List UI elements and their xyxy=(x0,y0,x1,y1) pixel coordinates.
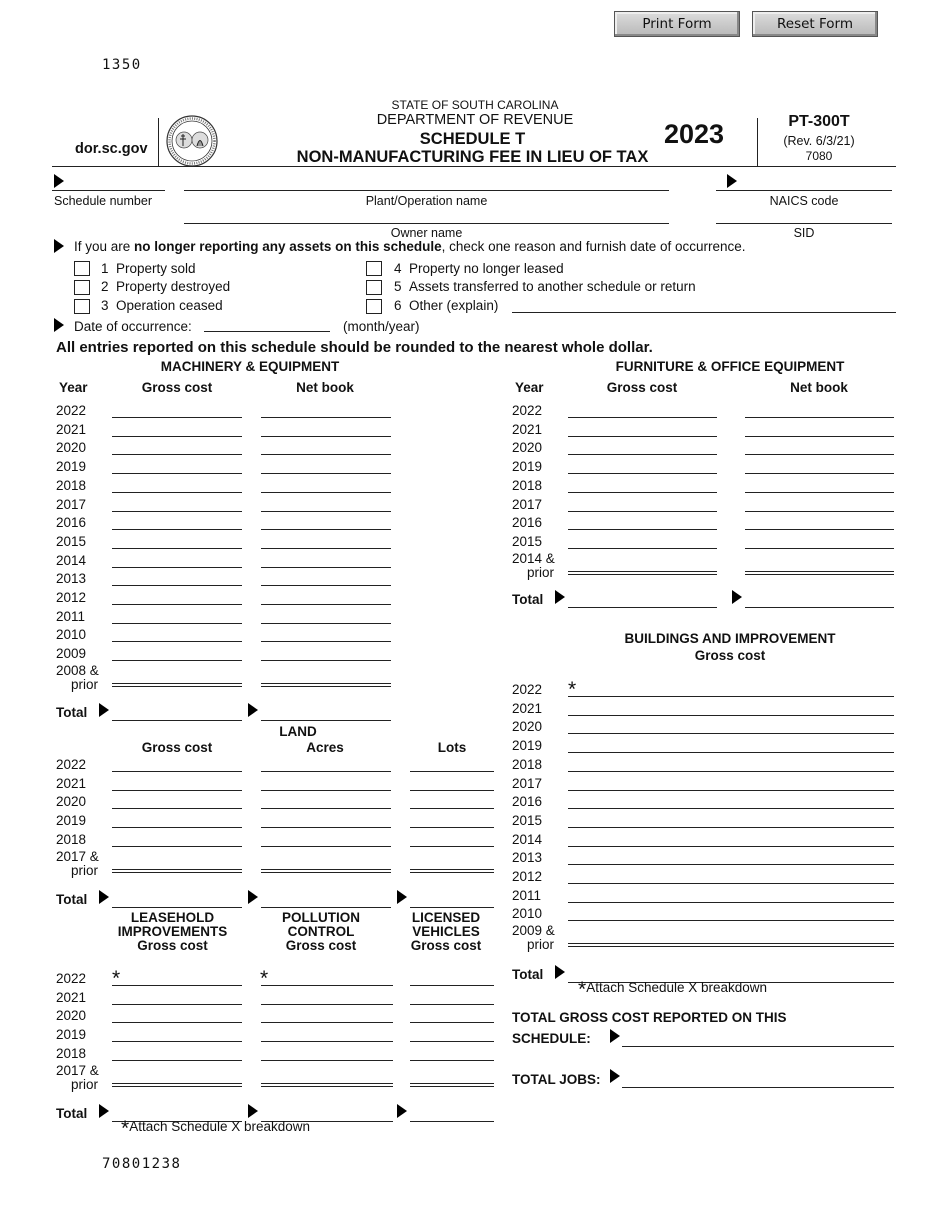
plant-name-label: Plant/Operation name xyxy=(365,194,488,208)
date-of-occurrence-input[interactable] xyxy=(206,315,328,331)
ocr-code-bottom: 70801238 xyxy=(102,1156,182,1172)
buildings-subtitle: Gross cost xyxy=(694,648,766,663)
machinery-year-label: 2021 xyxy=(56,421,87,437)
machinery-2022-col1-input[interactable] xyxy=(114,400,240,416)
buildings-attach-note: *Attach Schedule X breakdown xyxy=(578,978,768,1001)
machinery-2010-col2-input[interactable] xyxy=(263,624,389,640)
land-2021-col2-input[interactable] xyxy=(263,773,389,789)
print-form-button[interactable]: Print Form xyxy=(614,11,740,37)
land-year-label: 2020 xyxy=(56,794,87,810)
buildings-prior-col1-input[interactable] xyxy=(570,927,892,943)
plant-name-input[interactable] xyxy=(186,174,668,190)
land-year-label: 2019 xyxy=(56,813,87,829)
machinery-total-col2-input[interactable] xyxy=(263,703,389,719)
lower-2020-col1-input[interactable] xyxy=(114,1005,240,1021)
machinery-2011-col2-input[interactable] xyxy=(263,606,389,622)
machinery-title: MACHINERY & EQUIPMENT xyxy=(160,359,340,374)
lower-prior-col2-input[interactable] xyxy=(263,1067,391,1083)
furniture-2018-col1-input[interactable] xyxy=(570,475,715,491)
land-2020-col3-input[interactable] xyxy=(412,791,492,807)
machinery-gross-header: Gross cost xyxy=(141,380,213,395)
lower-prior-label: 2017 & xyxy=(56,1062,99,1078)
machinery-2021-col2-input[interactable] xyxy=(263,419,389,435)
machinery-2014-col2-input[interactable] xyxy=(263,550,389,566)
buildings-2011-col1-input[interactable] xyxy=(570,885,892,901)
lower-2022-col2-input[interactable] xyxy=(263,968,391,984)
land-total-col3-input[interactable] xyxy=(412,890,492,906)
buildings-total-label: Total xyxy=(512,967,544,983)
total-gross-cost-label-2: SCHEDULE: xyxy=(512,1031,591,1046)
buildings-year-label: 2020 xyxy=(512,719,543,735)
rounding-note: All entries reported on this schedule should be rounded to the nearest whole dollar. xyxy=(56,339,653,356)
furniture-year-label: 2020 xyxy=(512,440,543,456)
land-year-label: 2022 xyxy=(56,757,87,772)
buildings-2015-col1-input[interactable] xyxy=(570,810,892,826)
machinery-year-label: 2011 xyxy=(56,608,86,624)
machinery-year-label: 2009 xyxy=(56,646,87,662)
land-prior-col3-input[interactable] xyxy=(412,853,492,869)
buildings-2013-col1-input[interactable] xyxy=(570,847,892,863)
pollution-header: POLLUTION CONTROL Gross cost xyxy=(282,910,360,953)
land-prior-col1-input[interactable] xyxy=(114,853,240,869)
buildings-2010-col1-input[interactable] xyxy=(570,903,892,919)
department-name: DEPARTMENT OF REVENUE xyxy=(376,112,574,128)
land-2021-col1-input[interactable] xyxy=(114,773,240,789)
machinery-2015-col1-input[interactable] xyxy=(114,531,240,547)
machinery-year-label: 2014 xyxy=(56,552,87,568)
machinery-net-header: Net book xyxy=(296,380,354,395)
buildings-2018-col1-input[interactable] xyxy=(570,754,892,770)
machinery-year-label: 2016 xyxy=(56,515,87,531)
furniture-year-header: Year xyxy=(515,380,544,395)
reason-3-label: 3 Operation ceased xyxy=(101,298,223,313)
machinery-2019-col2-input[interactable] xyxy=(263,456,389,472)
machinery-2017-col1-input[interactable] xyxy=(114,494,240,510)
buildings-year-label: 2016 xyxy=(512,794,543,810)
tax-year: 2023 xyxy=(664,119,725,149)
lower-2019-col3-input[interactable] xyxy=(412,1024,492,1040)
buildings-year-label: 2018 xyxy=(512,756,543,772)
furniture-2015-col2-input[interactable] xyxy=(747,531,892,547)
machinery-year-label: 2012 xyxy=(56,590,87,605)
reason-6-checkbox[interactable] xyxy=(366,299,382,314)
lower-2022-col3-input[interactable] xyxy=(412,968,492,984)
machinery-2013-col1-input[interactable] xyxy=(114,568,240,584)
buildings-year-label: 2013 xyxy=(512,850,543,866)
lower-year-label: 2020 xyxy=(56,1008,87,1024)
form-number: PT-300T xyxy=(788,113,850,130)
lower-attach-note: *Attach Schedule X breakdown xyxy=(121,1117,311,1140)
buildings-2020-col1-input[interactable] xyxy=(570,716,892,732)
land-2018-col1-input[interactable] xyxy=(114,829,240,845)
reason-6-label: 6 Other (explain) xyxy=(394,298,499,313)
lower-year-label: 2021 xyxy=(56,989,87,1005)
furniture-2016-col2-input[interactable] xyxy=(747,512,892,528)
machinery-2018-col2-input[interactable] xyxy=(263,475,389,491)
land-2018-col2-input[interactable] xyxy=(263,829,389,845)
owner-name-label: Owner name xyxy=(390,226,463,240)
total-jobs-label: TOTAL JOBS: xyxy=(512,1072,601,1087)
machinery-2009-col1-input[interactable] xyxy=(114,643,240,659)
land-2022-col3-input[interactable] xyxy=(412,754,492,770)
lower-2019-col2-input[interactable] xyxy=(263,1024,391,1040)
buildings-year-label: 2011 xyxy=(512,887,542,903)
furniture-year-label: 2015 xyxy=(512,533,543,549)
website-label: dor.sc.gov xyxy=(75,141,148,157)
total-jobs-input[interactable] xyxy=(624,1070,892,1086)
furniture-2018-col2-input[interactable] xyxy=(747,475,892,491)
form-title: NON-MANUFACTURING FEE IN LIEU OF TAX xyxy=(296,148,649,166)
land-2018-col3-input[interactable] xyxy=(412,829,492,845)
land-prior-label-2: prior xyxy=(71,862,99,878)
sid-input[interactable] xyxy=(718,206,890,222)
machinery-year-label: 2010 xyxy=(56,627,87,643)
buildings-year-label: 2015 xyxy=(512,812,543,828)
land-total-col1-input[interactable] xyxy=(114,890,240,906)
machinery-year-label: 2017 xyxy=(56,496,87,512)
lower-year-label: 2018 xyxy=(56,1045,87,1061)
reason-5-checkbox[interactable] xyxy=(366,280,382,295)
land-prior-label: 2017 & xyxy=(56,848,99,864)
buildings-year-label: 2014 xyxy=(512,831,543,847)
machinery-2020-col2-input[interactable] xyxy=(263,437,389,453)
land-lots-header: Lots xyxy=(437,740,467,755)
machinery-year-label: 2022 xyxy=(56,403,87,418)
lower-2021-col2-input[interactable] xyxy=(263,987,391,1003)
furniture-2019-col2-input[interactable] xyxy=(747,456,892,472)
machinery-year-label: 2019 xyxy=(56,459,87,475)
buildings-year-label: 2019 xyxy=(512,738,543,754)
furniture-2017-col2-input[interactable] xyxy=(747,494,892,510)
lower-2022-col1-input[interactable] xyxy=(114,968,240,984)
land-2020-col2-input[interactable] xyxy=(263,791,389,807)
naics-code-input[interactable] xyxy=(742,174,892,190)
furniture-2020-col1-input[interactable] xyxy=(570,437,715,453)
buildings-year-label: 2012 xyxy=(512,869,543,884)
buildings-2012-col1-input[interactable] xyxy=(570,866,892,882)
reason-1-label: 1 Property sold xyxy=(101,261,196,276)
machinery-year-label: 2020 xyxy=(56,440,87,456)
lower-total-label: Total xyxy=(56,1105,88,1121)
machinery-2018-col1-input[interactable] xyxy=(114,475,240,491)
land-total-col2-input[interactable] xyxy=(263,890,389,906)
machinery-year-header: Year xyxy=(59,380,88,395)
machinery-2009-col2-input[interactable] xyxy=(263,643,389,659)
furniture-2022-col2-input[interactable] xyxy=(747,400,892,416)
lower-2018-col3-input[interactable] xyxy=(412,1043,492,1059)
lower-2021-col1-input[interactable] xyxy=(114,987,240,1003)
lower-2021-col3-input[interactable] xyxy=(412,987,492,1003)
furniture-gross-header: Gross cost xyxy=(606,380,678,395)
furniture-prior-col1-input[interactable] xyxy=(570,555,715,571)
land-prior-col2-input[interactable] xyxy=(263,853,389,869)
reset-form-button[interactable]: Reset Form xyxy=(752,11,878,37)
machinery-2021-col1-input[interactable] xyxy=(114,419,240,435)
state-name: STATE OF SOUTH CAROLINA xyxy=(391,98,559,112)
reason-4-label: 4 Property no longer leased xyxy=(394,261,564,276)
state-seal-logo xyxy=(166,115,218,167)
machinery-2016-col1-input[interactable] xyxy=(114,512,240,528)
machinery-2012-col2-input[interactable] xyxy=(263,587,389,603)
lower-year-label: 2022 xyxy=(56,971,87,986)
lower-total-col3-input[interactable] xyxy=(412,1104,492,1120)
furniture-year-label: 2019 xyxy=(512,459,543,475)
land-gross-header: Gross cost xyxy=(141,740,213,755)
land-year-label: 2021 xyxy=(56,775,87,791)
date-hint: (month/year) xyxy=(343,319,420,334)
furniture-2015-col1-input[interactable] xyxy=(570,531,715,547)
land-total-label: Total xyxy=(56,891,88,907)
schedule-number-input[interactable] xyxy=(68,174,164,190)
land-title: LAND xyxy=(279,724,317,739)
ocr-code-top: 1350 xyxy=(102,57,142,73)
machinery-2019-col1-input[interactable] xyxy=(114,456,240,472)
machinery-year-label: 2015 xyxy=(56,533,87,549)
furniture-year-label: 2016 xyxy=(512,515,543,531)
furniture-2020-col2-input[interactable] xyxy=(747,437,892,453)
furniture-2017-col1-input[interactable] xyxy=(570,494,715,510)
machinery-2010-col1-input[interactable] xyxy=(114,624,240,640)
furniture-title: FURNITURE & OFFICE EQUIPMENT xyxy=(615,359,845,374)
pollution-asterisk: * xyxy=(260,967,269,990)
furniture-prior-label: 2014 & xyxy=(512,550,555,566)
reason-2-label: 2 Property destroyed xyxy=(101,279,231,294)
machinery-2013-col2-input[interactable] xyxy=(263,568,389,584)
total-gross-cost-label: TOTAL GROSS COST REPORTED ON THIS xyxy=(512,1010,787,1025)
buildings-title: BUILDINGS AND IMPROVEMENT xyxy=(624,631,836,646)
land-2021-col3-input[interactable] xyxy=(412,773,492,789)
land-acres-header: Acres xyxy=(306,740,344,755)
furniture-total-label: Total xyxy=(512,591,544,607)
date-of-occurrence-label: Date of occurrence: xyxy=(74,319,192,334)
leasehold-asterisk: * xyxy=(112,967,121,990)
machinery-total-label: Total xyxy=(56,704,88,720)
buildings-year-label: 2022 xyxy=(512,682,543,697)
vehicles-header: LICENSED VEHICLES Gross cost xyxy=(410,910,482,953)
lower-year-label: 2019 xyxy=(56,1027,87,1043)
buildings-prior-label: 2009 & xyxy=(512,923,555,939)
reason-1-checkbox[interactable] xyxy=(74,261,90,276)
lower-2019-col1-input[interactable] xyxy=(114,1024,240,1040)
land-2020-col1-input[interactable] xyxy=(114,791,240,807)
machinery-prior-col2-input[interactable] xyxy=(263,667,389,683)
reason-instructions: If you are no longer reporting any assets on this schedule, check one reason and furnish date of occurrence. xyxy=(74,239,746,254)
lower-2020-col3-input[interactable] xyxy=(412,1005,492,1021)
leasehold-header: LEASEHOLD IMPROVEMENTS Gross cost xyxy=(117,910,228,953)
sid-label: SID xyxy=(793,226,815,240)
buildings-year-label: 2010 xyxy=(512,906,543,922)
owner-name-input[interactable] xyxy=(186,206,668,222)
machinery-2015-col2-input[interactable] xyxy=(263,531,389,547)
machinery-prior-col1-input[interactable] xyxy=(114,667,240,683)
buildings-prior-label-2: prior xyxy=(527,937,555,953)
buildings-asterisk: * xyxy=(568,678,577,701)
lower-prior-col1-input[interactable] xyxy=(114,1067,240,1083)
land-2019-col3-input[interactable] xyxy=(412,810,492,826)
furniture-2021-col1-input[interactable] xyxy=(570,419,715,435)
form-code: 7080 xyxy=(805,149,833,163)
buildings-2016-col1-input[interactable] xyxy=(570,791,892,807)
schedule-title: SCHEDULE T xyxy=(419,130,526,148)
buildings-year-label: 2017 xyxy=(512,775,543,791)
reason-5-label: 5 Assets transferred to another schedule or return xyxy=(394,279,696,294)
machinery-2022-col2-input[interactable] xyxy=(263,400,389,416)
buildings-2017-col1-input[interactable] xyxy=(570,773,892,789)
furniture-total-col1-input[interactable] xyxy=(570,590,715,606)
lower-prior-label-2: prior xyxy=(71,1076,99,1092)
furniture-2016-col1-input[interactable] xyxy=(570,512,715,528)
machinery-2011-col1-input[interactable] xyxy=(114,606,240,622)
buildings-2022-col1-input[interactable] xyxy=(570,679,892,695)
buildings-2014-col1-input[interactable] xyxy=(570,829,892,845)
furniture-net-header: Net book xyxy=(790,380,848,395)
land-2022-col1-input[interactable] xyxy=(114,754,240,770)
form-revision: (Rev. 6/3/21) xyxy=(783,134,855,148)
furniture-2021-col2-input[interactable] xyxy=(747,419,892,435)
machinery-2020-col1-input[interactable] xyxy=(114,437,240,453)
furniture-total-col2-input[interactable] xyxy=(747,590,892,606)
total-gross-cost-input[interactable] xyxy=(624,1029,892,1045)
land-2019-col2-input[interactable] xyxy=(263,810,389,826)
furniture-2019-col1-input[interactable] xyxy=(570,456,715,472)
machinery-2012-col1-input[interactable] xyxy=(114,587,240,603)
furniture-year-label: 2017 xyxy=(512,496,543,512)
machinery-prior-label-2: prior xyxy=(71,676,99,692)
furniture-2022-col1-input[interactable] xyxy=(570,400,715,416)
buildings-2021-col1-input[interactable] xyxy=(570,698,892,714)
lower-prior-col3-input[interactable] xyxy=(412,1067,492,1083)
furniture-year-label: 2021 xyxy=(512,421,543,437)
reason-4-checkbox[interactable] xyxy=(366,261,382,276)
land-year-label: 2018 xyxy=(56,831,87,847)
machinery-year-label: 2013 xyxy=(56,571,87,587)
machinery-prior-label: 2008 & xyxy=(56,662,99,678)
machinery-total-col1-input[interactable] xyxy=(114,703,240,719)
lower-2020-col2-input[interactable] xyxy=(263,1005,391,1021)
buildings-2019-col1-input[interactable] xyxy=(570,735,892,751)
machinery-2016-col2-input[interactable] xyxy=(263,512,389,528)
reason-3-checkbox[interactable] xyxy=(74,299,90,314)
furniture-prior-col2-input[interactable] xyxy=(747,555,892,571)
lower-2018-col2-input[interactable] xyxy=(263,1043,391,1059)
naics-code-label: NAICS code xyxy=(769,194,839,208)
other-explain-input[interactable] xyxy=(513,296,893,312)
reason-2-checkbox[interactable] xyxy=(74,280,90,295)
schedule-number-label: Schedule number xyxy=(54,194,152,208)
buildings-year-label: 2021 xyxy=(512,700,543,716)
furniture-year-label: 2018 xyxy=(512,477,543,493)
land-2019-col1-input[interactable] xyxy=(114,810,240,826)
land-2022-col2-input[interactable] xyxy=(263,754,389,770)
furniture-prior-label-2: prior xyxy=(527,564,555,580)
lower-2018-col1-input[interactable] xyxy=(114,1043,240,1059)
furniture-year-label: 2022 xyxy=(512,403,543,418)
machinery-year-label: 2018 xyxy=(56,477,87,493)
machinery-2017-col2-input[interactable] xyxy=(263,494,389,510)
machinery-2014-col1-input[interactable] xyxy=(114,550,240,566)
